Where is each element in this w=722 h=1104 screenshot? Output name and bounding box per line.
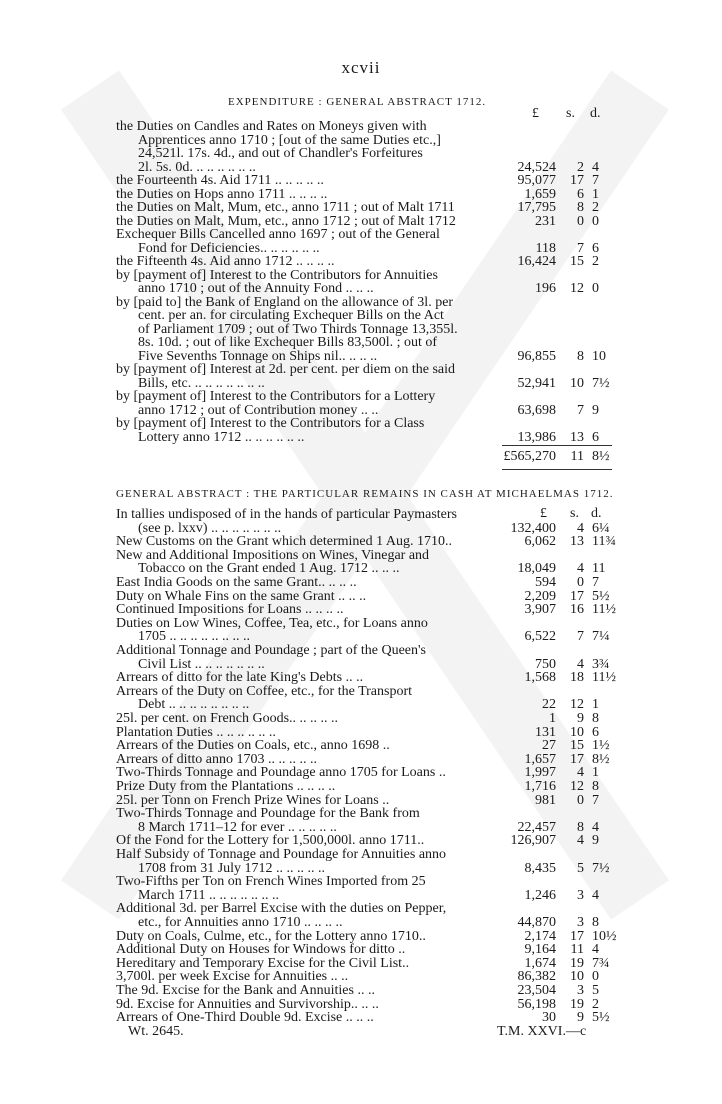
amount-pounds: 1,659 bbox=[524, 186, 556, 202]
amount-pence: 7½ bbox=[592, 375, 610, 391]
amount-pence: 2 bbox=[592, 996, 599, 1012]
entry-text: Bills, etc. .. .. .. .. .. .. .. bbox=[138, 375, 265, 391]
total-rule-bottom bbox=[502, 469, 612, 470]
amount-pence: 4 bbox=[592, 942, 599, 958]
entry-text: the Fourteenth 4s. Aid 1711 .. .. .. .. .. bbox=[116, 173, 324, 188]
entry-text: the Duties on Malt, Mum, etc., anno 1711 ; out of Malt 1711 bbox=[116, 200, 455, 215]
expenditure-heading: EXPENDITURE : GENERAL ABSTRACT 1712. bbox=[228, 96, 487, 108]
entry-text: East India Goods on the same Grant.. .. .. .. bbox=[116, 575, 357, 590]
amount-shillings: 0 bbox=[577, 792, 584, 808]
amount-pence: 11¾ bbox=[592, 534, 616, 550]
entry-text: Arrears of the Duty on Coffee, etc., for the Transport bbox=[116, 683, 413, 699]
entry-text: anno 1710 ; out of the Annuity Fond .. .. .. bbox=[138, 281, 374, 296]
amount-pounds: 1,997 bbox=[524, 765, 556, 781]
entry-text: Civil List .. .. .. .. .. .. .. bbox=[138, 656, 265, 672]
amount-pence: 10½ bbox=[592, 928, 617, 944]
amount-pounds: 95,077 bbox=[517, 173, 556, 188]
footer-right: T.M. XXVI.—c bbox=[497, 1024, 587, 1039]
amount-pence: 5 bbox=[592, 983, 599, 998]
amount-shillings: 17 bbox=[570, 928, 584, 944]
amount-pounds: 1,674 bbox=[524, 955, 556, 971]
amount-pounds: 126,907 bbox=[510, 833, 556, 849]
amount-shillings: 4 bbox=[577, 520, 584, 536]
entry-text: Additional Tonnage and Poundage ; part of the Queen's bbox=[116, 643, 426, 658]
entry-text: In tallies undisposed of in the hands of particular Paymasters bbox=[116, 507, 457, 522]
entry-text: New and Additional Impositions on Wines, Vinegar and bbox=[116, 547, 430, 563]
expenditure-column-pounds: £ bbox=[532, 106, 539, 121]
amount-pounds: 1 bbox=[549, 711, 556, 726]
amount-pence: 11½ bbox=[592, 670, 616, 686]
amount-shillings: 12 bbox=[570, 779, 584, 794]
entry-text: etc., for Annuities anno 1710 .. .. .. .. bbox=[138, 915, 343, 930]
amount-shillings: 4 bbox=[577, 765, 584, 781]
amount-pounds: 13,986 bbox=[517, 429, 556, 445]
entry-text: Duties on Low Wines, Coffee, Tea, etc., for Loans anno bbox=[116, 615, 428, 631]
amount-pence: 6 bbox=[592, 240, 599, 256]
entry-text: Additional Duty on Houses for Windows for ditto .. bbox=[116, 942, 406, 958]
amount-pounds: 1,568 bbox=[524, 670, 556, 686]
amount-pence: 5½ bbox=[592, 588, 610, 604]
entry-text: Lottery anno 1712 .. .. .. .. .. .. bbox=[138, 429, 305, 445]
entry-text: by [payment of] Interest at 2d. per cent. per diem on the said bbox=[116, 362, 455, 377]
amount-pence: 7 bbox=[592, 173, 599, 188]
total-pounds: £565,270 bbox=[503, 449, 556, 464]
amount-shillings: 10 bbox=[570, 724, 584, 740]
entry-text: Debt .. .. .. .. .. .. .. .. bbox=[138, 697, 250, 713]
entry-text: the Duties on Malt, Mum, etc., anno 1712 ; out of Malt 1712 bbox=[116, 213, 456, 229]
amount-shillings: 2 bbox=[577, 159, 584, 175]
entry-text: Hereditary and Temporary Excise for the Civil List.. bbox=[116, 955, 410, 971]
amount-pounds: 750 bbox=[535, 656, 556, 672]
amount-pounds: 27 bbox=[542, 738, 556, 754]
entry-line bbox=[0, 429, 722, 446]
amount-shillings: 7 bbox=[577, 629, 584, 645]
amount-shillings: 17 bbox=[570, 173, 584, 188]
expenditure-column-shillings: s. bbox=[566, 106, 575, 121]
amount-shillings: 17 bbox=[570, 588, 584, 604]
entry-text: Plantation Duties .. .. .. .. .. .. bbox=[116, 724, 276, 740]
entry-text: cent. per an. for circulating Exchequer Bills on the Act bbox=[138, 308, 444, 323]
amount-pence: 6¼ bbox=[592, 520, 610, 536]
amount-shillings: 4 bbox=[577, 833, 584, 849]
total-pence: 8½ bbox=[592, 449, 610, 464]
amount-shillings: 5 bbox=[577, 860, 584, 876]
entry-text: the Duties on Candles and Rates on Moneys given with bbox=[116, 119, 427, 134]
amount-pence: 4 bbox=[592, 819, 599, 835]
entry-text: The 9d. Excise for the Bank and Annuities .. .. bbox=[116, 983, 375, 998]
amount-pounds: 22,457 bbox=[517, 819, 556, 835]
amount-pence: 8½ bbox=[592, 751, 610, 767]
entry-text: by [payment of] Interest to the Contributors for a Lottery bbox=[116, 389, 436, 404]
entry-text: 8s. 10d. ; out of like Exchequer Bills 83,500l. ; out of bbox=[138, 335, 438, 350]
amount-pounds: 2,174 bbox=[524, 928, 556, 944]
amount-shillings: 16 bbox=[570, 602, 584, 618]
amount-pence: 5½ bbox=[592, 1010, 610, 1026]
remains-column-pounds: £ bbox=[540, 506, 547, 521]
amount-pence: 3¾ bbox=[592, 656, 610, 672]
entry-text: Five Sevenths Tonnage on Ships nil.. .. .. .. bbox=[138, 348, 378, 364]
amount-shillings: 10 bbox=[570, 375, 584, 391]
amount-pence: 7 bbox=[592, 792, 599, 808]
entry-text: Duty on Coals, Culme, etc., for the Lottery anno 1710.. bbox=[116, 928, 426, 944]
amount-pounds: 52,941 bbox=[517, 375, 556, 391]
entry-text: 3,700l. per week Excise for Annuities .. .. bbox=[116, 969, 349, 985]
amount-shillings: 3 bbox=[577, 983, 584, 998]
amount-pence: 7¾ bbox=[592, 955, 610, 971]
amount-shillings: 15 bbox=[570, 254, 584, 269]
amount-pounds: 96,855 bbox=[517, 348, 556, 364]
remains-heading: GENERAL ABSTRACT : THE PARTICULAR REMAINS IN CASH AT MICHAELMAS 1712. bbox=[116, 488, 614, 500]
amount-shillings: 12 bbox=[570, 281, 584, 296]
amount-pounds: 18,049 bbox=[517, 561, 556, 577]
amount-pounds: 23,504 bbox=[517, 983, 556, 998]
amount-shillings: 19 bbox=[570, 955, 584, 971]
amount-shillings: 4 bbox=[577, 561, 584, 577]
amount-pence: 10 bbox=[592, 348, 606, 364]
entry-text: Duty on Whale Fins on the same Grant .. .. .. bbox=[116, 588, 367, 604]
entry-text: 25l. per cent. on French Goods.. .. .. .. .. bbox=[116, 711, 339, 726]
amount-pence: 1 bbox=[592, 765, 599, 781]
amount-pounds: 30 bbox=[542, 1010, 556, 1026]
amount-pence: 1½ bbox=[592, 738, 610, 754]
entry-text: 1705 .. .. .. .. .. .. .. .. bbox=[138, 629, 250, 645]
entry-text: Prize Duty from the Plantations .. .. .. .. bbox=[116, 779, 336, 794]
entry-text: Exchequer Bills Cancelled anno 1697 ; out of the General bbox=[116, 227, 440, 242]
page-number: xcvii bbox=[341, 58, 381, 77]
entry-text: Two-Fifths per Ton on French Wines Imported from 25 bbox=[116, 874, 426, 890]
entry-text: of Parliament 1709 ; out of Two Thirds Tonnage 13,355l. bbox=[138, 321, 458, 337]
remains-column-pence: d. bbox=[591, 506, 602, 521]
amount-pence: 7½ bbox=[592, 860, 610, 876]
entry-text: New Customs on the Grant which determined 1 Aug. 1710.. bbox=[116, 534, 452, 550]
amount-shillings: 0 bbox=[577, 575, 584, 590]
amount-shillings: 8 bbox=[577, 348, 584, 364]
amount-shillings: 13 bbox=[570, 534, 584, 550]
amount-shillings: 15 bbox=[570, 738, 584, 754]
expenditure-column-pence: d. bbox=[590, 106, 601, 121]
amount-pence: 11½ bbox=[592, 602, 616, 618]
amount-pence: 11 bbox=[592, 561, 606, 577]
amount-shillings: 3 bbox=[577, 887, 584, 903]
amount-pounds: 1,246 bbox=[524, 887, 556, 903]
amount-shillings: 6 bbox=[577, 186, 584, 202]
entry-text: 1708 from 31 July 1712 .. .. .. .. .. bbox=[138, 860, 326, 876]
amount-pounds: 56,198 bbox=[517, 996, 556, 1012]
entry-text: 9d. Excise for Annuities and Survivorship.. .. .. bbox=[116, 996, 379, 1012]
amount-pounds: 24,524 bbox=[517, 159, 556, 175]
amount-pence: 0 bbox=[592, 281, 599, 296]
amount-pounds: 594 bbox=[535, 575, 556, 590]
entry-text: anno 1712 ; out of Contribution money .. .. bbox=[138, 402, 379, 418]
amount-shillings: 4 bbox=[577, 656, 584, 672]
amount-pounds: 118 bbox=[535, 240, 556, 256]
expenditure-total-row bbox=[0, 448, 722, 465]
amount-shillings: 7 bbox=[577, 402, 584, 418]
entry-text: 2l. 5s. 0d. .. .. .. .. .. .. bbox=[138, 159, 256, 175]
entry-text: Arrears of ditto anno 1703 .. .. .. .. .. bbox=[116, 751, 318, 767]
entry-text: Two-Thirds Tonnage and Poundage for the Bank from bbox=[116, 806, 420, 822]
amount-pence: 9 bbox=[592, 402, 599, 418]
entry-text: the Fifteenth 4s. Aid anno 1712 .. .. .. .. bbox=[116, 254, 335, 269]
entry-text: by [payment of] Interest to the Contributors for a Class bbox=[116, 416, 425, 431]
amount-pence: 6 bbox=[592, 724, 599, 740]
amount-shillings: 8 bbox=[577, 200, 584, 215]
amount-pounds: 196 bbox=[535, 281, 556, 296]
entry-text: the Duties on Hops anno 1711 .. .. .. .. bbox=[116, 186, 328, 202]
amount-pence: 0 bbox=[592, 969, 599, 985]
total-shillings: 11 bbox=[570, 449, 584, 464]
amount-pounds: 2,209 bbox=[524, 588, 556, 604]
entry-text: Apprentices anno 1710 ; [out of the same Duties etc.,] bbox=[138, 132, 441, 148]
amount-pounds: 17,795 bbox=[517, 200, 556, 215]
amount-pounds: 6,062 bbox=[524, 534, 556, 550]
amount-pounds: 3,907 bbox=[524, 602, 556, 618]
entry-text: 25l. per Tonn on French Prize Wines for Loans .. bbox=[116, 792, 390, 808]
remains-column-shillings: s. bbox=[570, 506, 579, 521]
amount-pence: 1 bbox=[592, 697, 599, 713]
entry-text: Of the Fond for the Lottery for 1,500,000l. anno 1711.. bbox=[116, 833, 425, 849]
amount-pence: 7 bbox=[592, 575, 599, 590]
amount-pence: 1 bbox=[592, 186, 599, 202]
entry-text: by [paid to] the Bank of England on the allowance of 3l. per bbox=[116, 294, 454, 310]
entry-text: Fond for Deficiencies.. .. .. .. .. .. bbox=[138, 240, 320, 256]
amount-pounds: 1,716 bbox=[524, 779, 556, 794]
entry-text: by [payment of] Interest to the Contributors for Annuities bbox=[116, 267, 438, 283]
amount-shillings: 12 bbox=[570, 697, 584, 713]
entry-text: Tobacco on the Grant ended 1 Aug. 1712 .. .. .. bbox=[138, 561, 400, 577]
amount-pounds: 63,698 bbox=[517, 402, 556, 418]
amount-shillings: 9 bbox=[577, 1010, 584, 1026]
entry-text: Arrears of ditto for the late King's Debts .. .. bbox=[116, 670, 364, 686]
amount-pence: 8 bbox=[592, 779, 599, 794]
amount-shillings: 10 bbox=[570, 969, 584, 985]
amount-shillings: 13 bbox=[570, 429, 584, 445]
amount-pence: 9 bbox=[592, 833, 599, 849]
amount-shillings: 19 bbox=[570, 996, 584, 1012]
amount-pence: 4 bbox=[592, 887, 599, 903]
entry-text: 24,521l. 17s. 4d., and out of Chandler's Forfeitures bbox=[138, 146, 423, 161]
amount-pounds: 231 bbox=[535, 213, 556, 229]
entry-line bbox=[0, 1009, 722, 1026]
amount-shillings: 0 bbox=[577, 213, 584, 229]
entry-text: 8 March 1711–12 for ever .. .. .. .. .. bbox=[138, 819, 337, 835]
amount-pence: 8 bbox=[592, 915, 599, 930]
amount-pounds: 22 bbox=[542, 697, 556, 713]
amount-pounds: 16,424 bbox=[517, 254, 556, 269]
amount-pence: 2 bbox=[592, 200, 599, 215]
amount-pounds: 44,870 bbox=[517, 915, 556, 930]
amount-shillings: 18 bbox=[570, 670, 584, 686]
entry-text: March 1711 .. .. .. .. .. .. .. bbox=[138, 887, 280, 903]
amount-pence: 2 bbox=[592, 254, 599, 269]
entry-text: (see p. lxxv) .. .. .. .. .. .. .. bbox=[138, 520, 282, 536]
amount-pounds: 9,164 bbox=[524, 942, 556, 958]
entry-text: Arrears of the Duties on Coals, etc., anno 1698 .. bbox=[116, 738, 390, 754]
amount-shillings: 7 bbox=[577, 240, 584, 256]
amount-shillings: 3 bbox=[577, 915, 584, 930]
amount-pounds: 6,522 bbox=[524, 629, 556, 645]
entry-text: Additional 3d. per Barrel Excise with the duties on Pepper, bbox=[116, 901, 447, 917]
amount-pence: 6 bbox=[592, 429, 599, 445]
total-rule-top bbox=[502, 445, 612, 446]
amount-pounds: 86,382 bbox=[517, 969, 556, 985]
entry-text: Arrears of One-Third Double 9d. Excise .. .. .. bbox=[116, 1010, 374, 1026]
amount-pounds: 132,400 bbox=[510, 520, 556, 536]
footer-left: Wt. 2645. bbox=[128, 1024, 184, 1039]
amount-shillings: 9 bbox=[577, 711, 584, 726]
entry-text: Half Subsidy of Tonnage and Poundage for Annuities anno bbox=[116, 847, 447, 862]
amount-pence: 8 bbox=[592, 711, 599, 726]
entry-text: Two-Thirds Tonnage and Poundage anno 1705 for Loans .. bbox=[116, 765, 446, 781]
entry-text: Continued Impositions for Loans .. .. .. .. bbox=[116, 602, 344, 618]
amount-shillings: 17 bbox=[570, 751, 584, 767]
amount-pounds: 1,657 bbox=[524, 751, 556, 767]
amount-pounds: 981 bbox=[535, 792, 556, 808]
amount-pounds: 8,435 bbox=[524, 860, 556, 876]
amount-pence: 7¼ bbox=[592, 629, 610, 645]
amount-shillings: 11 bbox=[570, 942, 584, 958]
amount-pence: 4 bbox=[592, 159, 599, 175]
amount-shillings: 8 bbox=[577, 819, 584, 835]
amount-pence: 0 bbox=[592, 213, 599, 229]
amount-pounds: 131 bbox=[535, 724, 556, 740]
